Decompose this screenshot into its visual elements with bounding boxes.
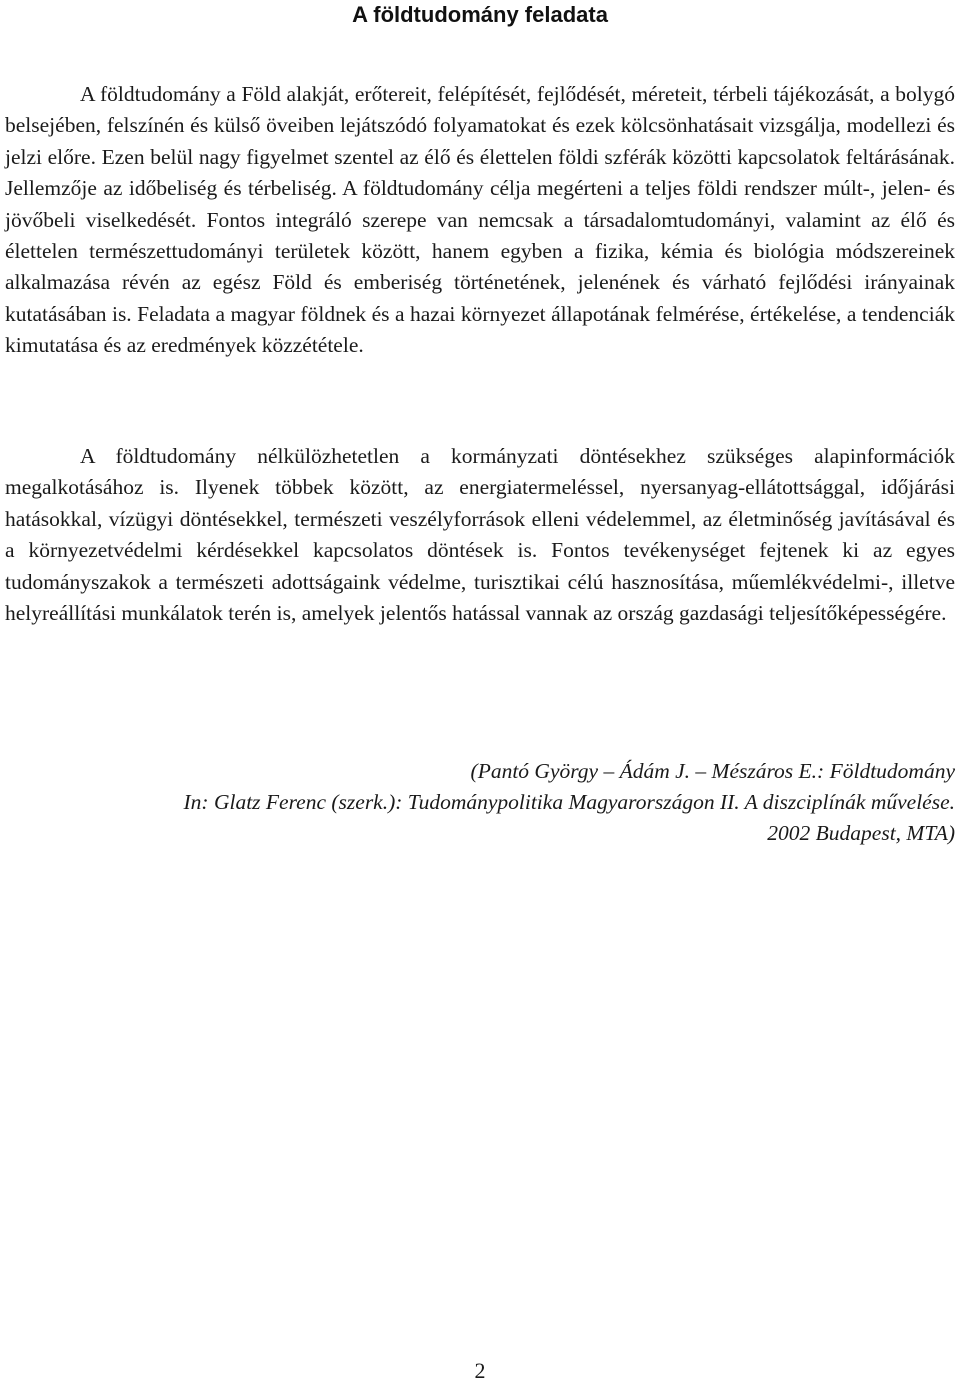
citation-line-publisher: 2002 Budapest, MTA) — [767, 821, 955, 845]
citation-line-authors: (Pantó György – Ádám J. – Mészáros E.: Földtudomány — [470, 759, 955, 783]
body-paragraph-2: A földtudomány nélkülözhetetlen a kormányzati döntésekhez szükséges alapinformációk megalkotásához is. Ilyenek többek között, az energiatermeléssel, nyersanyag-ellátottsággal, időjárási hatásokkal, vízügyi döntésekkel, természeti veszélyforrások elleni védelemmel, az életminőség javításával és a környezetvédelmi kérdésekkel kapcsolatos döntések is. Fontos tevékenységet fejtenek ki az egyes tudományszakok a természeti adottságaink védelme, turisztikai célú hasznosítása, műemlékvédelmi-, illetve helyreállítási munkálatok terén is, amelyek jelentős hatással vannak az ország gazdasági teljesítőképességére. — [5, 444, 955, 626]
citation — [55, 756, 955, 849]
page-number: 2 — [474, 1358, 486, 1383]
page-title: A földtudomány feladata — [352, 2, 608, 27]
citation-line-source: In: Glatz Ferenc (szerk.): Tudománypolitika Magyarországon II. A diszciplínák művelése. — [183, 790, 955, 814]
body-paragraph-1: A földtudomány a Föld alakját, erőtereit, felépítését, fejlődését, méreteit, térbeli tájékozását, a bolygó belsejében, felszínén és külső öveiben lejátszódó folyamatokat és ezek kölcsönhatásait vizsgálja, modellezi és jelzi előre. Ezen belül nagy figyelmet szentel az élő és élettelen földi szférák közötti kapcsolatok feltárásának. Jellemzője az időbeliség és térbeliség. A földtudomány célja megérteni a teljes földi rendszer múlt-, jelen- és jövőbeli viselkedését. Fontos integráló szerepe van nemcsak a társadalomtudományi, valamint az élő és élettelen természettudományi területek között, hanem egyben a fizika, kémia és biológia módszereinek alkalmazása révén az egész Föld és emberiség történetének, jelenének és várható fejlődési irányainak kutatásában is. Feladata a magyar földnek és a hazai környezet állapotának felmérése, értékelése, a tendenciák kimutatása és az eredmények közzététele. — [5, 82, 955, 358]
